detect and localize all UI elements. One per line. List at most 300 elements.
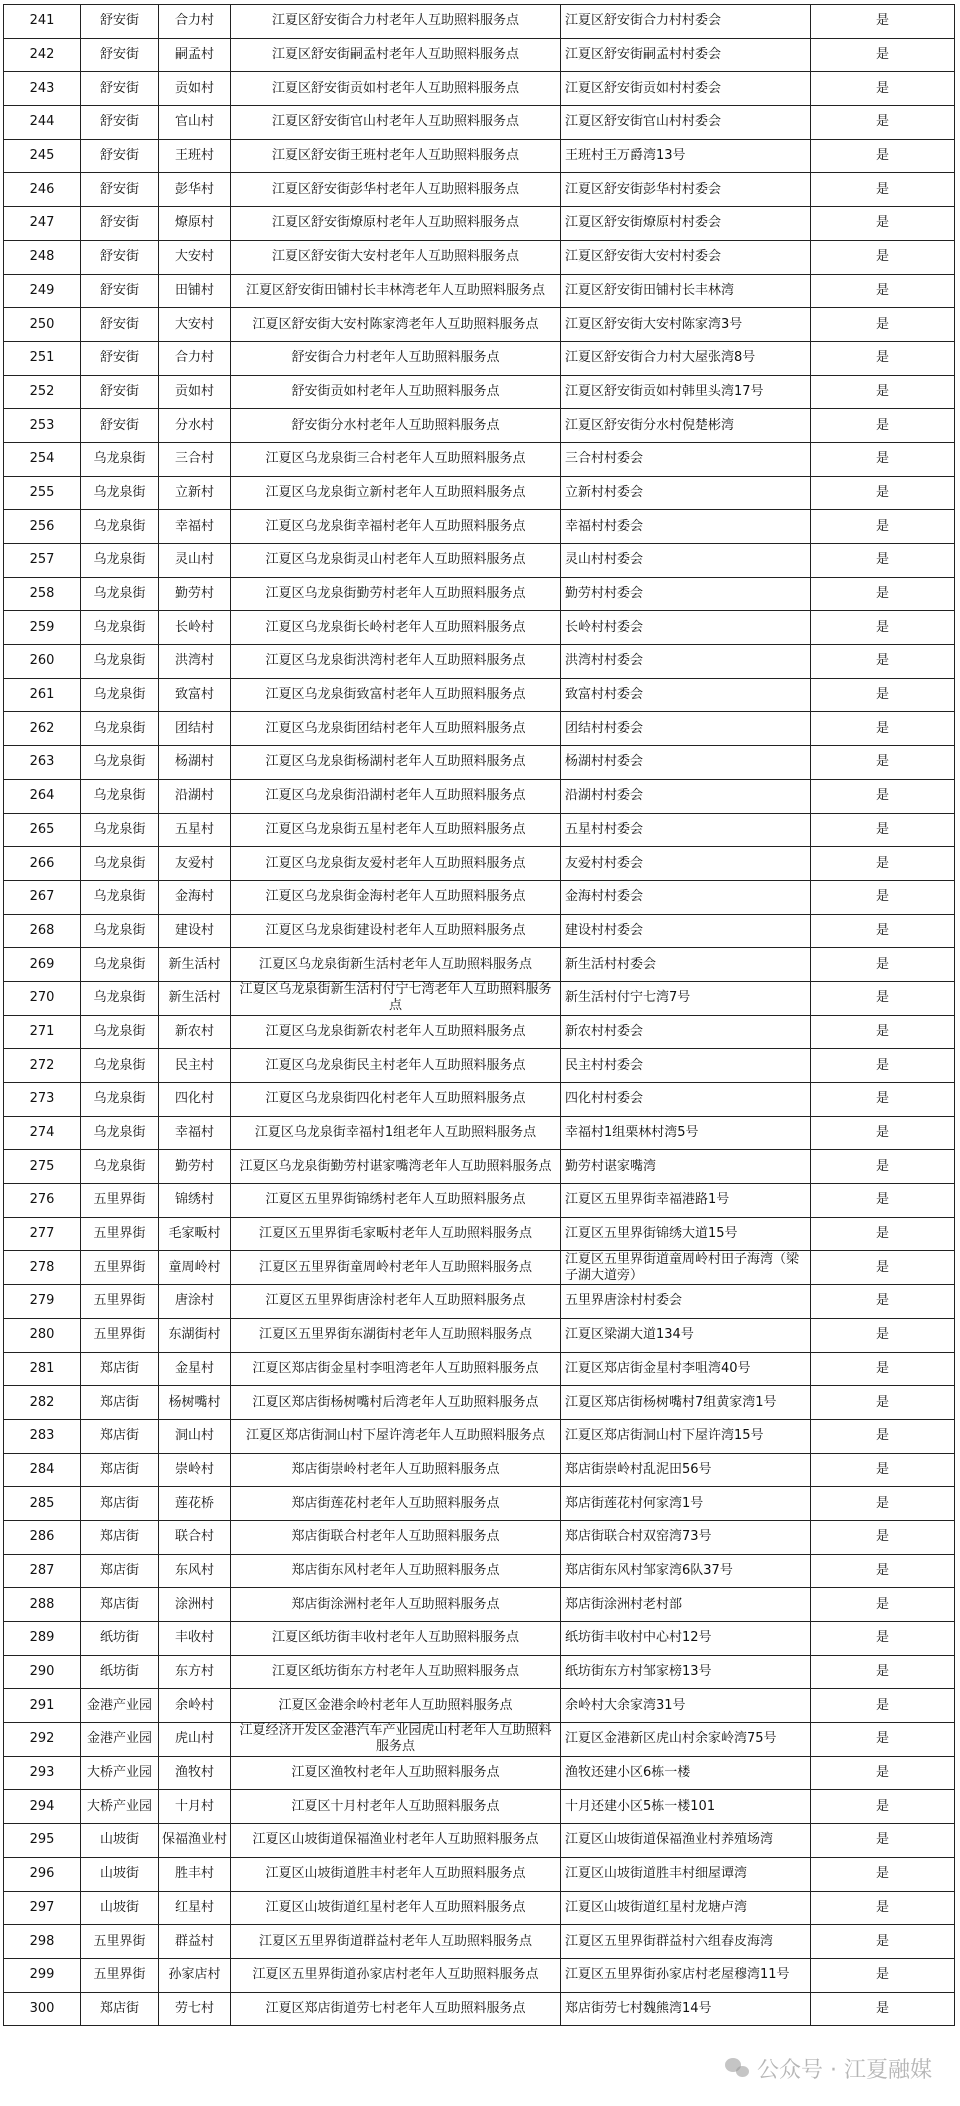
service-point-cell: 江夏区乌龙泉街勤劳村老年人互助照料服务点: [231, 577, 561, 611]
village-cell: 胜丰村: [159, 1857, 231, 1891]
service-point-cell: 江夏区金港余岭村老年人互助照料服务点: [231, 1689, 561, 1723]
village-cell: 王班村: [159, 139, 231, 173]
status-cell: 是: [811, 341, 955, 375]
village-cell: 勤劳村: [159, 1150, 231, 1184]
row-number-cell: 276: [4, 1184, 81, 1218]
table-row: [4, 1184, 955, 1218]
address-cell: 江夏区舒安街燎原村村委会: [561, 207, 811, 241]
street-cell: 舒安街: [81, 72, 159, 106]
street-cell: 郑店街: [81, 1386, 159, 1420]
address-cell: 渔牧还建小区6栋一楼: [561, 1756, 811, 1790]
village-cell: 杨湖村: [159, 746, 231, 780]
status-cell: 是: [811, 1520, 955, 1554]
street-cell: 舒安街: [81, 106, 159, 140]
street-cell: 乌龙泉街: [81, 645, 159, 679]
row-number-cell: 282: [4, 1386, 81, 1420]
status-cell: 是: [811, 476, 955, 510]
row-number-cell: 284: [4, 1453, 81, 1487]
village-cell: 洞山村: [159, 1419, 231, 1453]
service-point-cell: 江夏区五里界街道孙家店村老年人互助照料服务点: [231, 1958, 561, 1992]
row-number-cell: 294: [4, 1790, 81, 1824]
street-cell: 郑店街: [81, 1554, 159, 1588]
table-row: [4, 645, 955, 679]
service-point-cell: 江夏区舒安街合力村老年人互助照料服务点: [231, 5, 561, 39]
watermark-text: 公众号 · 江夏融媒: [757, 2058, 932, 2083]
address-cell: 勤劳村谌家嘴湾: [561, 1150, 811, 1184]
table-row: [4, 1318, 955, 1352]
row-number-cell: 261: [4, 678, 81, 712]
status-cell: 是: [811, 1453, 955, 1487]
address-cell: 郑店街崇岭村乱泥田56号: [561, 1453, 811, 1487]
street-cell: 舒安街: [81, 341, 159, 375]
street-cell: 山坡街: [81, 1891, 159, 1925]
service-point-cell: 江夏区乌龙泉街团结村老年人互助照料服务点: [231, 712, 561, 746]
row-number-cell: 264: [4, 779, 81, 813]
row-number-cell: 260: [4, 645, 81, 679]
table-row: [4, 1116, 955, 1150]
status-cell: 是: [811, 442, 955, 476]
village-cell: 新生活村: [159, 948, 231, 982]
service-point-cell: 江夏区五里界街唐涂村老年人互助照料服务点: [231, 1285, 561, 1319]
address-cell: 金海村村委会: [561, 880, 811, 914]
service-point-cell: 江夏区郑店街杨树嘴村后湾老年人互助照料服务点: [231, 1386, 561, 1420]
table-row: [4, 341, 955, 375]
service-point-cell: 江夏区舒安街大安村老年人互助照料服务点: [231, 240, 561, 274]
status-cell: 是: [811, 375, 955, 409]
village-cell: 十月村: [159, 1790, 231, 1824]
street-cell: 五里界街: [81, 1318, 159, 1352]
village-cell: 劳七村: [159, 1992, 231, 2026]
address-cell: 江夏区山坡街道红星村龙塘卢湾: [561, 1891, 811, 1925]
street-cell: 乌龙泉街: [81, 1150, 159, 1184]
street-cell: 五里界街: [81, 1184, 159, 1218]
street-cell: 乌龙泉街: [81, 476, 159, 510]
table-row: [4, 375, 955, 409]
status-cell: 是: [811, 139, 955, 173]
service-point-cell: 江夏区山坡街道红星村老年人互助照料服务点: [231, 1891, 561, 1925]
row-number-cell: 278: [4, 1251, 81, 1285]
street-cell: 山坡街: [81, 1857, 159, 1891]
row-number-cell: 257: [4, 544, 81, 578]
address-cell: 江夏区舒安街合力村村委会: [561, 5, 811, 39]
table-row: [4, 1891, 955, 1925]
village-cell: 东湖街村: [159, 1318, 231, 1352]
village-cell: 燎原村: [159, 207, 231, 241]
table-row: [4, 1655, 955, 1689]
address-cell: 江夏区郑店街金星村李咀湾40号: [561, 1352, 811, 1386]
table-row: [4, 72, 955, 106]
table-row: [4, 409, 955, 443]
table-row: [4, 1285, 955, 1319]
service-point-cell: 江夏区纸坊街东方村老年人互助照料服务点: [231, 1655, 561, 1689]
service-point-table: [3, 4, 955, 2026]
row-number-cell: 269: [4, 948, 81, 982]
row-number-cell: 251: [4, 341, 81, 375]
status-cell: 是: [811, 1285, 955, 1319]
address-cell: 郑店街涂洲村老村部: [561, 1588, 811, 1622]
row-number-cell: 299: [4, 1958, 81, 1992]
village-cell: 彭华村: [159, 173, 231, 207]
street-cell: 舒安街: [81, 240, 159, 274]
street-cell: 山坡街: [81, 1824, 159, 1858]
table-row: [4, 476, 955, 510]
service-point-cell: 江夏区乌龙泉街致富村老年人互助照料服务点: [231, 678, 561, 712]
service-point-cell: 江夏区乌龙泉街新生活村老年人互助照料服务点: [231, 948, 561, 982]
street-cell: 五里界街: [81, 1958, 159, 1992]
service-point-cell: 江夏区乌龙泉街新生活村付宁七湾老年人互助照料服务点: [231, 981, 561, 1015]
address-cell: 江夏区舒安街彭华村村委会: [561, 173, 811, 207]
row-number-cell: 248: [4, 240, 81, 274]
village-cell: 东风村: [159, 1554, 231, 1588]
address-cell: 三合村村委会: [561, 442, 811, 476]
row-number-cell: 258: [4, 577, 81, 611]
address-cell: 江夏区舒安街合力村大屋张湾8号: [561, 341, 811, 375]
service-point-cell: 江夏区乌龙泉街建设村老年人互助照料服务点: [231, 914, 561, 948]
status-cell: 是: [811, 847, 955, 881]
street-cell: 乌龙泉街: [81, 847, 159, 881]
status-cell: 是: [811, 1925, 955, 1959]
row-number-cell: 268: [4, 914, 81, 948]
village-cell: 东方村: [159, 1655, 231, 1689]
village-cell: 分水村: [159, 409, 231, 443]
street-cell: 乌龙泉街: [81, 914, 159, 948]
table-row: [4, 139, 955, 173]
service-point-cell: 江夏区乌龙泉街五星村老年人互助照料服务点: [231, 813, 561, 847]
status-cell: 是: [811, 1958, 955, 1992]
status-cell: 是: [811, 409, 955, 443]
address-cell: 江夏区郑店街杨树嘴村7组黄家湾1号: [561, 1386, 811, 1420]
service-point-cell: 江夏区舒安街王班村老年人互助照料服务点: [231, 139, 561, 173]
street-cell: 舒安街: [81, 375, 159, 409]
service-point-cell: 郑店街涂洲村老年人互助照料服务点: [231, 1588, 561, 1622]
service-point-cell: 江夏区舒安街彭华村老年人互助照料服务点: [231, 173, 561, 207]
service-point-cell: 江夏区乌龙泉街新农村老年人互助照料服务点: [231, 1015, 561, 1049]
address-cell: 长岭村村委会: [561, 611, 811, 645]
address-cell: 四化村村委会: [561, 1083, 811, 1117]
table-row: [4, 1756, 955, 1790]
table-row: [4, 880, 955, 914]
row-number-cell: 291: [4, 1689, 81, 1723]
street-cell: 五里界街: [81, 1217, 159, 1251]
row-number-cell: 274: [4, 1116, 81, 1150]
street-cell: 乌龙泉街: [81, 1116, 159, 1150]
service-point-cell: 郑店街崇岭村老年人互助照料服务点: [231, 1453, 561, 1487]
row-number-cell: 297: [4, 1891, 81, 1925]
address-cell: 新生活村付宁七湾7号: [561, 981, 811, 1015]
village-cell: 新生活村: [159, 981, 231, 1015]
address-cell: 沿湖村村委会: [561, 779, 811, 813]
village-cell: 杨树嘴村: [159, 1386, 231, 1420]
service-point-cell: 江夏区舒安街贡如村老年人互助照料服务点: [231, 72, 561, 106]
service-point-cell: 江夏区乌龙泉街友爱村老年人互助照料服务点: [231, 847, 561, 881]
table-row: [4, 1857, 955, 1891]
street-cell: 郑店街: [81, 1453, 159, 1487]
village-cell: 幸福村: [159, 1116, 231, 1150]
table-row: [4, 1958, 955, 1992]
status-cell: 是: [811, 1116, 955, 1150]
village-cell: 民主村: [159, 1049, 231, 1083]
table-row: [4, 1217, 955, 1251]
status-cell: 是: [811, 1419, 955, 1453]
street-cell: 乌龙泉街: [81, 611, 159, 645]
table-row: [4, 1083, 955, 1117]
status-cell: 是: [811, 577, 955, 611]
table-row: [4, 1554, 955, 1588]
table-row: [4, 1251, 955, 1285]
street-cell: 乌龙泉街: [81, 678, 159, 712]
village-cell: 致富村: [159, 678, 231, 712]
row-number-cell: 252: [4, 375, 81, 409]
row-number-cell: 263: [4, 746, 81, 780]
village-cell: 幸福村: [159, 510, 231, 544]
street-cell: 舒安街: [81, 409, 159, 443]
service-point-cell: 江夏区山坡街道胜丰村老年人互助照料服务点: [231, 1857, 561, 1891]
village-cell: 沿湖村: [159, 779, 231, 813]
row-number-cell: 286: [4, 1520, 81, 1554]
service-point-cell: 江夏区乌龙泉街长岭村老年人互助照料服务点: [231, 611, 561, 645]
status-cell: 是: [811, 72, 955, 106]
village-cell: 余岭村: [159, 1689, 231, 1723]
row-number-cell: 273: [4, 1083, 81, 1117]
table-row: [4, 1622, 955, 1656]
row-number-cell: 250: [4, 308, 81, 342]
village-cell: 大安村: [159, 308, 231, 342]
address-cell: 江夏区舒安街嗣孟村村委会: [561, 38, 811, 72]
row-number-cell: 253: [4, 409, 81, 443]
table-row: [4, 544, 955, 578]
village-cell: 合力村: [159, 341, 231, 375]
street-cell: 金港产业园: [81, 1689, 159, 1723]
street-cell: 五里界街: [81, 1285, 159, 1319]
table-row: [4, 173, 955, 207]
village-cell: 保福渔业村: [159, 1824, 231, 1858]
row-number-cell: 242: [4, 38, 81, 72]
table-body: [4, 5, 955, 2026]
service-point-cell: 江夏区五里界街东湖街村老年人互助照料服务点: [231, 1318, 561, 1352]
table-row: [4, 510, 955, 544]
status-cell: 是: [811, 5, 955, 39]
service-point-cell: 江夏区乌龙泉街洪湾村老年人互助照料服务点: [231, 645, 561, 679]
street-cell: 乌龙泉街: [81, 779, 159, 813]
status-cell: 是: [811, 1184, 955, 1218]
service-point-cell: 江夏区舒安街田铺村长丰林湾老年人互助照料服务点: [231, 274, 561, 308]
row-number-cell: 259: [4, 611, 81, 645]
street-cell: 舒安街: [81, 38, 159, 72]
address-cell: 民主村村委会: [561, 1049, 811, 1083]
status-cell: 是: [811, 1723, 955, 1757]
village-cell: 涂洲村: [159, 1588, 231, 1622]
table-row: [4, 678, 955, 712]
table-row: [4, 1419, 955, 1453]
address-cell: 友爱村村委会: [561, 847, 811, 881]
row-number-cell: 241: [4, 5, 81, 39]
table-row: [4, 207, 955, 241]
village-cell: 灵山村: [159, 544, 231, 578]
row-number-cell: 244: [4, 106, 81, 140]
table-row: [4, 1049, 955, 1083]
address-cell: 王班村王万爵湾13号: [561, 139, 811, 173]
service-point-cell: 江夏区乌龙泉街勤劳村谌家嘴湾老年人互助照料服务点: [231, 1150, 561, 1184]
address-cell: 江夏区舒安街官山村村委会: [561, 106, 811, 140]
table-row: [4, 308, 955, 342]
row-number-cell: 254: [4, 442, 81, 476]
street-cell: 五里界街: [81, 1925, 159, 1959]
address-cell: 郑店街莲花村何家湾1号: [561, 1487, 811, 1521]
table-row: [4, 1992, 955, 2026]
table-row: [4, 779, 955, 813]
row-number-cell: 298: [4, 1925, 81, 1959]
address-cell: 江夏区梁湖大道134号: [561, 1318, 811, 1352]
address-cell: 十月还建小区5栋一楼101: [561, 1790, 811, 1824]
village-cell: 渔牧村: [159, 1756, 231, 1790]
row-number-cell: 287: [4, 1554, 81, 1588]
table-row: [4, 1352, 955, 1386]
service-point-cell: 江夏区舒安街嗣孟村老年人互助照料服务点: [231, 38, 561, 72]
table-row: [4, 1015, 955, 1049]
village-cell: 建设村: [159, 914, 231, 948]
status-cell: 是: [811, 38, 955, 72]
village-cell: 孙家店村: [159, 1958, 231, 1992]
address-cell: 洪湾村村委会: [561, 645, 811, 679]
wechat-icon: [725, 2058, 751, 2080]
table-row: [4, 746, 955, 780]
service-point-cell: 郑店街东风村老年人互助照料服务点: [231, 1554, 561, 1588]
table-row: [4, 1689, 955, 1723]
service-point-cell: 江夏区乌龙泉街三合村老年人互助照料服务点: [231, 442, 561, 476]
address-cell: 立新村村委会: [561, 476, 811, 510]
row-number-cell: 279: [4, 1285, 81, 1319]
street-cell: 舒安街: [81, 5, 159, 39]
row-number-cell: 270: [4, 981, 81, 1015]
status-cell: 是: [811, 1554, 955, 1588]
row-number-cell: 272: [4, 1049, 81, 1083]
street-cell: 纸坊街: [81, 1655, 159, 1689]
address-cell: 江夏区山坡街道保福渔业村养殖场湾: [561, 1824, 811, 1858]
address-cell: 灵山村村委会: [561, 544, 811, 578]
address-cell: 江夏区郑店街洞山村下屋许湾15号: [561, 1419, 811, 1453]
street-cell: 舒安街: [81, 274, 159, 308]
status-cell: 是: [811, 308, 955, 342]
service-point-cell: 江夏区舒安街官山村老年人互助照料服务点: [231, 106, 561, 140]
table-row: [4, 1588, 955, 1622]
address-cell: 江夏区五里界街孙家店村老屋穆湾11号: [561, 1958, 811, 1992]
address-cell: 纸坊街东方村邹家榜13号: [561, 1655, 811, 1689]
village-cell: 红星村: [159, 1891, 231, 1925]
address-cell: 江夏区舒安街田铺村长丰林湾: [561, 274, 811, 308]
address-cell: 江夏区五里界街幸福港路1号: [561, 1184, 811, 1218]
village-cell: 三合村: [159, 442, 231, 476]
status-cell: 是: [811, 1251, 955, 1285]
service-point-cell: 郑店街联合村老年人互助照料服务点: [231, 1520, 561, 1554]
street-cell: 乌龙泉街: [81, 948, 159, 982]
street-cell: 郑店街: [81, 1419, 159, 1453]
street-cell: 舒安街: [81, 308, 159, 342]
street-cell: 舒安街: [81, 207, 159, 241]
address-cell: 幸福村1组栗林村湾5号: [561, 1116, 811, 1150]
row-number-cell: 296: [4, 1857, 81, 1891]
status-cell: 是: [811, 1015, 955, 1049]
service-point-cell: 江夏区郑店街金星村李咀湾老年人互助照料服务点: [231, 1352, 561, 1386]
village-cell: 田铺村: [159, 274, 231, 308]
status-cell: 是: [811, 1487, 955, 1521]
row-number-cell: 280: [4, 1318, 81, 1352]
table-row: [4, 847, 955, 881]
address-cell: 江夏区舒安街大安村陈家湾3号: [561, 308, 811, 342]
table-row: [4, 577, 955, 611]
row-number-cell: 265: [4, 813, 81, 847]
address-cell: 江夏区舒安街大安村村委会: [561, 240, 811, 274]
table-row: [4, 106, 955, 140]
street-cell: 乌龙泉街: [81, 1015, 159, 1049]
status-cell: 是: [811, 1655, 955, 1689]
village-cell: 勤劳村: [159, 577, 231, 611]
row-number-cell: 289: [4, 1622, 81, 1656]
village-cell: 嗣孟村: [159, 38, 231, 72]
address-cell: 杨湖村村委会: [561, 746, 811, 780]
street-cell: 乌龙泉街: [81, 1083, 159, 1117]
row-number-cell: 281: [4, 1352, 81, 1386]
village-cell: 贡如村: [159, 72, 231, 106]
address-cell: 郑店街联合村双窑湾73号: [561, 1520, 811, 1554]
table-row: [4, 1723, 955, 1757]
row-number-cell: 246: [4, 173, 81, 207]
address-cell: 五星村村委会: [561, 813, 811, 847]
status-cell: 是: [811, 1689, 955, 1723]
street-cell: 郑店街: [81, 1588, 159, 1622]
service-point-cell: 郑店街莲花村老年人互助照料服务点: [231, 1487, 561, 1521]
table-row: [4, 38, 955, 72]
status-cell: 是: [811, 1150, 955, 1184]
table-row: [4, 981, 955, 1015]
service-point-cell: 江夏区渔牧村老年人互助照料服务点: [231, 1756, 561, 1790]
village-cell: 莲花桥: [159, 1487, 231, 1521]
service-point-cell: 江夏区乌龙泉街幸福村1组老年人互助照料服务点: [231, 1116, 561, 1150]
village-cell: 立新村: [159, 476, 231, 510]
status-cell: 是: [811, 240, 955, 274]
row-number-cell: 300: [4, 1992, 81, 2026]
village-cell: 贡如村: [159, 375, 231, 409]
row-number-cell: 256: [4, 510, 81, 544]
table-row: [4, 1386, 955, 1420]
row-number-cell: 285: [4, 1487, 81, 1521]
service-point-cell: 舒安街贡如村老年人互助照料服务点: [231, 375, 561, 409]
service-point-cell: 江夏区山坡街道保福渔业村老年人互助照料服务点: [231, 1824, 561, 1858]
village-cell: 官山村: [159, 106, 231, 140]
table-row: [4, 1150, 955, 1184]
address-cell: 纸坊街丰收村中心村12号: [561, 1622, 811, 1656]
street-cell: 郑店街: [81, 1992, 159, 2026]
service-point-cell: 江夏区舒安街大安村陈家湾老年人互助照料服务点: [231, 308, 561, 342]
service-point-cell: 江夏区五里界街童周岭村老年人互助照料服务点: [231, 1251, 561, 1285]
status-cell: 是: [811, 1352, 955, 1386]
status-cell: 是: [811, 813, 955, 847]
service-point-cell: 江夏区乌龙泉街杨湖村老年人互助照料服务点: [231, 746, 561, 780]
status-cell: 是: [811, 712, 955, 746]
address-cell: 五里界唐涂村村委会: [561, 1285, 811, 1319]
status-cell: 是: [811, 274, 955, 308]
address-cell: 致富村村委会: [561, 678, 811, 712]
address-cell: 团结村村委会: [561, 712, 811, 746]
village-cell: 团结村: [159, 712, 231, 746]
service-point-cell: 舒安街合力村老年人互助照料服务点: [231, 341, 561, 375]
table-row: [4, 1790, 955, 1824]
address-cell: 江夏区五里界街群益村六组春皮海湾: [561, 1925, 811, 1959]
status-cell: 是: [811, 1083, 955, 1117]
village-cell: 丰收村: [159, 1622, 231, 1656]
service-point-cell: 舒安街分水村老年人互助照料服务点: [231, 409, 561, 443]
address-cell: 郑店街劳七村魏熊湾14号: [561, 1992, 811, 2026]
status-cell: 是: [811, 106, 955, 140]
